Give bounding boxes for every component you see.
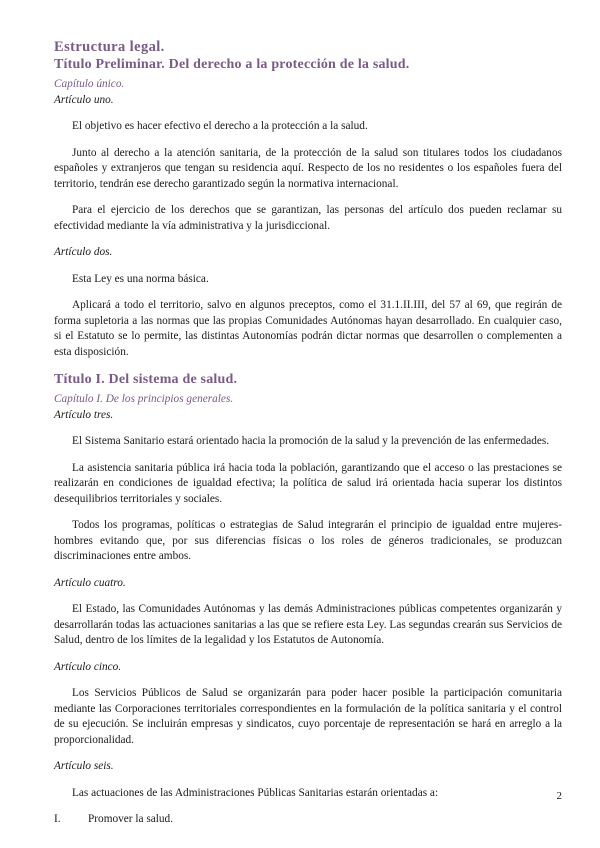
list-number: I. — [54, 813, 61, 825]
article-seis: Artículo seis. — [54, 760, 114, 772]
paragraph: Para el ejercicio de los derechos que se garantizan, las personas del artículo dos pueden reclamar su efectividad mediante la vía administrativa y la jurisdiccional. — [54, 204, 562, 232]
article-cinco: Artículo cinco. — [54, 660, 122, 673]
paragraph: Las actuaciones de las Administraciones Públicas Sanitarias estarán orientadas a: — [72, 786, 439, 799]
page-number: 2 — [556, 790, 562, 802]
paragraph: Todos los programas, políticas o estrategias de Salud integrarán el principio de igualdad entre mujeres-hombres evitando que, por sus diferencias físicas o los roles de géneros tradicionales, se produzcan discriminaciones entre ambos. — [54, 519, 562, 562]
article-cuatro: Artículo cuatro. — [54, 576, 126, 589]
document-page — [54, 38, 562, 828]
title-preliminar: Título Preliminar. Del derecho a la protección de la salud. — [54, 57, 410, 72]
list-item — [54, 812, 562, 828]
paragraph: El Estado, las Comunidades Autónomas y las demás Administraciones públicas competentes organizarán y desarrollarán todas las actuaciones sanitarias a las que se refiere esta Ley. Las segundas crearán sus Servicios de Salud, dentro de los límites de la legalidad y los Estatutos de Autonomía. — [54, 603, 562, 646]
paragraph: Esta Ley es una norma básica. — [72, 272, 209, 285]
paragraph: El Sistema Sanitario estará orientado hacia la promoción de la salud y la prevención de las enfermedades. — [72, 435, 550, 447]
paragraph: Junto al derecho a la atención sanitaria, de la protección de la salud son titulares todos los ciudadanos españoles y extranjeros que tengan su residencia aquí. Respecto de los no residentes o los españoles fuera del territorio, tendrán ese derecho garantizado según la normativa internacional. — [54, 146, 562, 190]
chapter-unico: Capítulo único. — [54, 78, 125, 90]
article-tres: Artículo tres. — [54, 408, 114, 421]
article-uno: Artículo uno. — [54, 93, 114, 106]
list-text: Promover la salud. — [88, 813, 174, 825]
heading-structure: Estructura legal. — [54, 39, 165, 55]
title-one: Título I. Del sistema de salud. — [54, 372, 238, 387]
article-dos: Artículo dos. — [54, 246, 113, 258]
paragraph: El objetivo es hacer efectivo el derecho a la protección a la salud. — [72, 120, 368, 132]
paragraph: Los Servicios Públicos de Salud se organizarán para poder hacer posible la participación comunitaria mediante las Corporaciones territoriales correspondientes en la formulación de la política sanitaria y el control de su ejecución. Se incluirán empresas y sindicatos, cuyo porcentaje de representación se hará en arreglo a la proporcionalidad. — [54, 687, 562, 746]
chapter-one: Capítulo I. De los principios generales. — [54, 393, 234, 405]
paragraph: La asistencia sanitaria pública irá hacia toda la población, garantizando que el acceso o las prestaciones se realizarán en condiciones de igualdad efectiva; la política de salud irá orientada hacia superar los distintos desequilibrios territoriales y sociales. — [54, 461, 562, 505]
paragraph: Aplicará a todo el territorio, salvo en algunos preceptos, como el 31.1.II.III, del 57 al 69, que regirán de forma supletoria a las normas que las propias Comunidades Autónomas hayan desarrollado. En cualquier caso, si el Estatuto se lo permite, las distintas Autonomías podrán dictar normas que desarrollen o complementen a esta disposición. — [54, 299, 562, 358]
